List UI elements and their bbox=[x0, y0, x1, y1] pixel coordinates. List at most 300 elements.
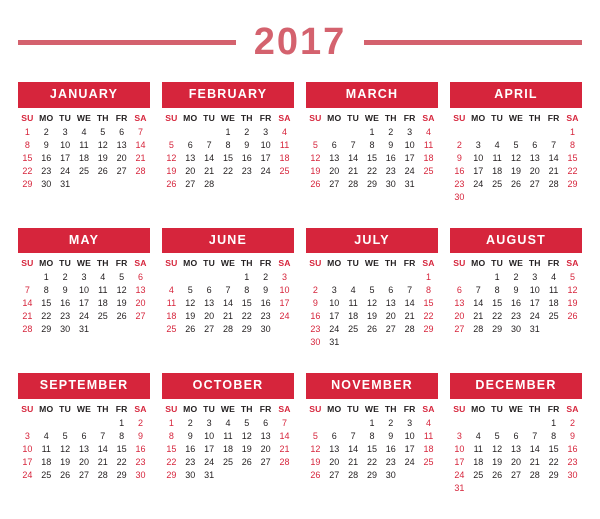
day-cell[interactable]: 10 bbox=[204, 430, 215, 441]
day-cell[interactable]: 5 bbox=[570, 272, 576, 282]
day-cell[interactable]: 22 bbox=[22, 165, 33, 176]
day-cell[interactable]: 20 bbox=[510, 456, 521, 467]
day-cell[interactable]: 13 bbox=[385, 298, 396, 308]
day-cell[interactable]: 29 bbox=[166, 469, 177, 480]
day-cell[interactable]: 20 bbox=[78, 456, 89, 467]
day-cell[interactable]: 17 bbox=[22, 456, 33, 467]
day-cell[interactable]: 16 bbox=[241, 152, 252, 163]
day-cell[interactable]: 8 bbox=[24, 139, 30, 150]
day-cell[interactable]: 3 bbox=[475, 139, 481, 150]
day-cell[interactable]: 9 bbox=[388, 430, 394, 441]
day-cell[interactable]: 26 bbox=[116, 311, 127, 321]
day-cell[interactable]: 20 bbox=[116, 152, 127, 163]
day-cell[interactable]: 7 bbox=[100, 430, 106, 441]
day-cell[interactable]: 28 bbox=[529, 469, 540, 480]
day-cell[interactable]: 19 bbox=[166, 165, 177, 176]
day-cell[interactable]: 30 bbox=[454, 191, 465, 202]
day-cell[interactable]: 4 bbox=[43, 430, 49, 441]
day-cell[interactable]: 20 bbox=[260, 443, 271, 454]
day-cell[interactable]: 18 bbox=[423, 152, 434, 163]
day-cell[interactable]: 10 bbox=[473, 152, 484, 163]
day-cell[interactable]: 1 bbox=[426, 272, 432, 282]
day-cell[interactable]: 9 bbox=[570, 430, 576, 441]
day-cell[interactable]: 28 bbox=[97, 469, 108, 480]
day-cell[interactable]: 3 bbox=[206, 417, 212, 428]
day-cell[interactable]: 16 bbox=[310, 311, 321, 321]
day-cell[interactable]: 13 bbox=[529, 152, 540, 163]
day-cell[interactable]: 9 bbox=[43, 139, 49, 150]
day-cell[interactable]: 8 bbox=[426, 285, 432, 295]
day-cell[interactable]: 7 bbox=[206, 139, 212, 150]
day-cell[interactable]: 27 bbox=[204, 324, 215, 334]
day-cell[interactable]: 25 bbox=[78, 165, 89, 176]
day-cell[interactable]: 4 bbox=[350, 285, 356, 295]
day-cell[interactable]: 29 bbox=[366, 469, 377, 480]
day-cell[interactable]: 30 bbox=[385, 178, 396, 189]
day-cell[interactable]: 18 bbox=[41, 456, 52, 467]
day-cell[interactable]: 6 bbox=[388, 285, 394, 295]
day-cell[interactable]: 25 bbox=[97, 311, 108, 321]
day-cell[interactable]: 17 bbox=[204, 443, 215, 454]
day-cell[interactable]: 11 bbox=[166, 298, 177, 308]
day-cell[interactable]: 23 bbox=[385, 165, 396, 176]
day-cell[interactable]: 2 bbox=[513, 272, 519, 282]
day-cell[interactable]: 19 bbox=[241, 443, 252, 454]
day-cell[interactable]: 28 bbox=[204, 178, 215, 189]
day-cell[interactable]: 10 bbox=[454, 443, 465, 454]
day-cell[interactable]: 1 bbox=[369, 417, 375, 428]
day-cell[interactable]: 30 bbox=[135, 469, 146, 480]
day-cell[interactable]: 8 bbox=[43, 285, 49, 295]
day-cell[interactable]: 23 bbox=[41, 165, 52, 176]
day-cell[interactable]: 23 bbox=[60, 311, 71, 321]
day-cell[interactable]: 23 bbox=[135, 456, 146, 467]
day-cell[interactable]: 17 bbox=[529, 298, 540, 308]
day-cell[interactable]: 6 bbox=[138, 272, 144, 282]
day-cell[interactable]: 23 bbox=[385, 456, 396, 467]
day-cell[interactable]: 2 bbox=[43, 126, 49, 137]
day-cell[interactable]: 9 bbox=[187, 430, 193, 441]
day-cell[interactable]: 2 bbox=[62, 272, 68, 282]
day-cell[interactable]: 4 bbox=[551, 272, 557, 282]
day-cell[interactable]: 24 bbox=[279, 311, 290, 321]
day-cell[interactable]: 18 bbox=[166, 311, 177, 321]
day-cell[interactable]: 6 bbox=[331, 430, 337, 441]
day-cell[interactable]: 9 bbox=[388, 139, 394, 150]
day-cell[interactable]: 12 bbox=[241, 430, 252, 441]
day-cell[interactable]: 20 bbox=[135, 298, 146, 308]
day-cell[interactable]: 18 bbox=[279, 152, 290, 163]
day-cell[interactable]: 17 bbox=[279, 298, 290, 308]
day-cell[interactable]: 27 bbox=[329, 178, 340, 189]
day-cell[interactable]: 15 bbox=[22, 152, 33, 163]
day-cell[interactable]: 14 bbox=[404, 298, 415, 308]
day-cell[interactable]: 23 bbox=[567, 456, 578, 467]
day-cell[interactable]: 21 bbox=[135, 152, 146, 163]
day-cell[interactable]: 23 bbox=[241, 165, 252, 176]
day-cell[interactable]: 5 bbox=[244, 417, 250, 428]
day-cell[interactable]: 3 bbox=[24, 430, 30, 441]
day-cell[interactable]: 11 bbox=[423, 430, 434, 441]
day-cell[interactable]: 27 bbox=[529, 178, 540, 189]
day-cell[interactable]: 1 bbox=[24, 126, 30, 137]
month-name[interactable]: JUNE bbox=[162, 228, 294, 254]
day-cell[interactable]: 4 bbox=[426, 417, 432, 428]
day-cell[interactable]: 7 bbox=[475, 285, 481, 295]
day-cell[interactable]: 17 bbox=[454, 456, 465, 467]
day-cell[interactable]: 18 bbox=[78, 152, 89, 163]
day-cell[interactable]: 12 bbox=[185, 298, 196, 308]
day-cell[interactable]: 31 bbox=[78, 324, 89, 334]
day-cell[interactable]: 1 bbox=[369, 126, 375, 137]
day-cell[interactable]: 16 bbox=[385, 152, 396, 163]
day-cell[interactable]: 12 bbox=[97, 139, 108, 150]
day-cell[interactable]: 14 bbox=[279, 430, 290, 441]
day-cell[interactable]: 2 bbox=[570, 417, 576, 428]
day-cell[interactable]: 13 bbox=[329, 152, 340, 163]
day-cell[interactable]: 29 bbox=[22, 178, 33, 189]
day-cell[interactable]: 14 bbox=[135, 139, 146, 150]
day-cell[interactable]: 5 bbox=[312, 430, 318, 441]
day-cell[interactable]: 7 bbox=[138, 126, 144, 137]
day-cell[interactable]: 13 bbox=[260, 430, 271, 441]
day-cell[interactable]: 15 bbox=[166, 443, 177, 454]
day-cell[interactable]: 10 bbox=[529, 285, 540, 295]
day-cell[interactable]: 11 bbox=[473, 443, 483, 454]
day-cell[interactable]: 3 bbox=[407, 126, 413, 137]
day-cell[interactable]: 26 bbox=[97, 165, 108, 176]
day-cell[interactable]: 22 bbox=[423, 311, 434, 321]
day-cell[interactable]: 8 bbox=[369, 139, 375, 150]
day-cell[interactable]: 9 bbox=[312, 298, 318, 308]
day-cell[interactable]: 27 bbox=[116, 165, 127, 176]
day-cell[interactable]: 18 bbox=[222, 443, 233, 454]
day-cell[interactable]: 27 bbox=[329, 469, 340, 480]
day-cell[interactable]: 15 bbox=[423, 298, 434, 308]
day-cell[interactable]: 30 bbox=[185, 469, 196, 480]
day-cell[interactable]: 1 bbox=[168, 417, 174, 428]
day-cell[interactable]: 22 bbox=[41, 311, 52, 321]
day-cell[interactable]: 3 bbox=[263, 126, 269, 137]
day-cell[interactable]: 22 bbox=[567, 165, 578, 176]
day-cell[interactable]: 25 bbox=[473, 469, 484, 480]
day-cell[interactable]: 8 bbox=[244, 285, 250, 295]
day-cell[interactable]: 22 bbox=[366, 165, 377, 176]
day-cell[interactable]: 15 bbox=[116, 443, 127, 454]
day-cell[interactable]: 12 bbox=[310, 152, 321, 163]
day-cell[interactable]: 29 bbox=[41, 324, 52, 334]
day-cell[interactable]: 7 bbox=[551, 139, 557, 150]
day-cell[interactable]: 26 bbox=[567, 311, 578, 321]
day-cell[interactable]: 15 bbox=[567, 152, 578, 163]
day-cell[interactable]: 5 bbox=[312, 139, 318, 150]
day-cell[interactable]: 3 bbox=[282, 272, 288, 282]
day-cell[interactable]: 12 bbox=[60, 443, 71, 454]
day-cell[interactable]: 15 bbox=[241, 298, 252, 308]
day-cell[interactable]: 25 bbox=[492, 178, 503, 189]
day-cell[interactable]: 19 bbox=[567, 298, 578, 308]
day-cell[interactable]: 7 bbox=[350, 430, 356, 441]
day-cell[interactable]: 28 bbox=[135, 165, 146, 176]
day-cell[interactable]: 18 bbox=[548, 298, 559, 308]
day-cell[interactable]: 16 bbox=[260, 298, 271, 308]
day-cell[interactable]: 9 bbox=[244, 139, 250, 150]
day-cell[interactable]: 21 bbox=[348, 165, 359, 176]
day-cell[interactable]: 15 bbox=[366, 152, 377, 163]
day-cell[interactable]: 14 bbox=[529, 443, 540, 454]
day-cell[interactable]: 21 bbox=[404, 311, 415, 321]
day-cell[interactable]: 28 bbox=[548, 178, 559, 189]
day-cell[interactable]: 10 bbox=[60, 139, 71, 150]
day-cell[interactable]: 10 bbox=[279, 285, 290, 295]
day-cell[interactable]: 5 bbox=[369, 285, 375, 295]
day-cell[interactable]: 22 bbox=[222, 165, 233, 176]
day-cell[interactable]: 8 bbox=[570, 139, 576, 150]
day-cell[interactable]: 14 bbox=[548, 152, 559, 163]
day-cell[interactable]: 9 bbox=[513, 285, 519, 295]
day-cell[interactable]: 10 bbox=[404, 430, 415, 441]
day-cell[interactable]: 20 bbox=[185, 165, 196, 176]
day-cell[interactable]: 23 bbox=[260, 311, 271, 321]
day-cell[interactable]: 9 bbox=[263, 285, 269, 295]
day-cell[interactable]: 14 bbox=[222, 298, 233, 308]
day-cell[interactable]: 10 bbox=[329, 298, 340, 308]
day-cell[interactable]: 15 bbox=[41, 298, 52, 308]
day-cell[interactable]: 5 bbox=[187, 285, 193, 295]
day-cell[interactable]: 30 bbox=[41, 178, 52, 189]
day-cell[interactable]: 24 bbox=[60, 165, 71, 176]
day-cell[interactable]: 23 bbox=[310, 324, 321, 334]
day-cell[interactable]: 30 bbox=[567, 469, 578, 480]
day-cell[interactable]: 6 bbox=[187, 139, 193, 150]
day-cell[interactable]: 16 bbox=[135, 443, 146, 454]
day-cell[interactable]: 14 bbox=[97, 443, 108, 454]
day-cell[interactable]: 19 bbox=[185, 311, 196, 321]
day-cell[interactable]: 20 bbox=[529, 165, 540, 176]
day-cell[interactable]: 8 bbox=[119, 430, 125, 441]
day-cell[interactable]: 1 bbox=[551, 417, 557, 428]
day-cell[interactable]: 23 bbox=[185, 456, 196, 467]
day-cell[interactable]: 27 bbox=[135, 311, 146, 321]
day-cell[interactable]: 4 bbox=[225, 417, 231, 428]
day-cell[interactable]: 13 bbox=[329, 443, 340, 454]
day-cell[interactable]: 1 bbox=[244, 272, 250, 282]
day-cell[interactable]: 31 bbox=[329, 337, 340, 347]
day-cell[interactable]: 14 bbox=[348, 443, 359, 454]
day-cell[interactable]: 20 bbox=[329, 456, 340, 467]
day-cell[interactable]: 22 bbox=[492, 311, 503, 321]
day-cell[interactable]: 22 bbox=[548, 456, 559, 467]
day-cell[interactable]: 5 bbox=[62, 430, 68, 441]
day-cell[interactable]: 3 bbox=[62, 126, 68, 137]
day-cell[interactable]: 18 bbox=[492, 165, 503, 176]
day-cell[interactable]: 26 bbox=[241, 456, 252, 467]
day-cell[interactable]: 24 bbox=[260, 165, 271, 176]
day-cell[interactable]: 12 bbox=[567, 285, 578, 295]
day-cell[interactable]: 13 bbox=[135, 285, 146, 295]
day-cell[interactable]: 4 bbox=[81, 126, 87, 137]
day-cell[interactable]: 25 bbox=[222, 456, 233, 467]
day-cell[interactable]: 26 bbox=[492, 469, 503, 480]
day-cell[interactable]: 24 bbox=[329, 324, 340, 334]
day-cell[interactable]: 13 bbox=[454, 298, 465, 308]
month-name[interactable]: DECEMBER bbox=[450, 373, 582, 399]
day-cell[interactable]: 15 bbox=[548, 443, 559, 454]
day-cell[interactable]: 2 bbox=[456, 139, 462, 150]
day-cell[interactable]: 19 bbox=[366, 311, 377, 321]
day-cell[interactable]: 28 bbox=[22, 324, 33, 334]
day-cell[interactable]: 1 bbox=[43, 272, 49, 282]
day-cell[interactable]: 19 bbox=[310, 165, 321, 176]
day-cell[interactable]: 16 bbox=[385, 443, 396, 454]
day-cell[interactable]: 25 bbox=[41, 469, 52, 480]
day-cell[interactable]: 26 bbox=[310, 178, 321, 189]
day-cell[interactable]: 24 bbox=[404, 165, 415, 176]
day-cell[interactable]: 20 bbox=[385, 311, 396, 321]
day-cell[interactable]: 27 bbox=[385, 324, 396, 334]
day-cell[interactable]: 17 bbox=[404, 443, 415, 454]
day-cell[interactable]: 6 bbox=[119, 126, 125, 137]
day-cell[interactable]: 11 bbox=[423, 139, 434, 150]
month-name[interactable]: SEPTEMBER bbox=[18, 373, 150, 399]
month-name[interactable]: AUGUST bbox=[450, 228, 582, 254]
day-cell[interactable]: 26 bbox=[510, 178, 521, 189]
day-cell[interactable]: 19 bbox=[510, 165, 521, 176]
day-cell[interactable]: 2 bbox=[244, 126, 250, 137]
day-cell[interactable]: 28 bbox=[222, 324, 233, 334]
day-cell[interactable]: 16 bbox=[41, 152, 52, 163]
day-cell[interactable]: 6 bbox=[456, 285, 462, 295]
day-cell[interactable]: 22 bbox=[366, 456, 377, 467]
day-cell[interactable]: 6 bbox=[532, 139, 538, 150]
day-cell[interactable]: 18 bbox=[473, 456, 484, 467]
day-cell[interactable]: 31 bbox=[454, 482, 465, 493]
day-cell[interactable]: 27 bbox=[454, 324, 465, 334]
day-cell[interactable]: 5 bbox=[513, 139, 519, 150]
day-cell[interactable]: 24 bbox=[22, 469, 33, 480]
day-cell[interactable]: 27 bbox=[260, 456, 271, 467]
day-cell[interactable]: 8 bbox=[494, 285, 500, 295]
day-cell[interactable]: 30 bbox=[310, 337, 321, 347]
day-cell[interactable]: 31 bbox=[404, 178, 415, 189]
day-cell[interactable]: 19 bbox=[310, 456, 321, 467]
day-cell[interactable]: 19 bbox=[116, 298, 127, 308]
day-cell[interactable]: 25 bbox=[548, 311, 559, 321]
day-cell[interactable]: 24 bbox=[204, 456, 215, 467]
day-cell[interactable]: 15 bbox=[222, 152, 233, 163]
day-cell[interactable]: 25 bbox=[279, 165, 290, 176]
day-cell[interactable]: 12 bbox=[510, 152, 521, 163]
day-cell[interactable]: 18 bbox=[348, 311, 359, 321]
day-cell[interactable]: 14 bbox=[22, 298, 33, 308]
day-cell[interactable]: 22 bbox=[241, 311, 252, 321]
day-cell[interactable]: 4 bbox=[168, 285, 174, 295]
day-cell[interactable]: 20 bbox=[204, 311, 215, 321]
day-cell[interactable]: 1 bbox=[119, 417, 125, 428]
day-cell[interactable]: 24 bbox=[454, 469, 465, 480]
day-cell[interactable]: 3 bbox=[407, 417, 413, 428]
day-cell[interactable]: 14 bbox=[204, 152, 215, 163]
day-cell[interactable]: 3 bbox=[532, 272, 538, 282]
day-cell[interactable]: 2 bbox=[388, 126, 394, 137]
day-cell[interactable]: 17 bbox=[404, 152, 415, 163]
day-cell[interactable]: 1 bbox=[494, 272, 500, 282]
day-cell[interactable]: 19 bbox=[60, 456, 71, 467]
day-cell[interactable]: 21 bbox=[348, 456, 359, 467]
day-cell[interactable]: 6 bbox=[331, 139, 337, 150]
day-cell[interactable]: 30 bbox=[260, 324, 271, 334]
day-cell[interactable]: 26 bbox=[366, 324, 377, 334]
day-cell[interactable]: 28 bbox=[473, 324, 484, 334]
day-cell[interactable]: 27 bbox=[510, 469, 521, 480]
day-cell[interactable]: 2 bbox=[388, 417, 394, 428]
day-cell[interactable]: 21 bbox=[97, 456, 108, 467]
day-cell[interactable]: 10 bbox=[404, 139, 415, 150]
day-cell[interactable]: 7 bbox=[407, 285, 413, 295]
day-cell[interactable]: 30 bbox=[60, 324, 71, 334]
day-cell[interactable]: 6 bbox=[263, 417, 269, 428]
day-cell[interactable]: 25 bbox=[423, 456, 434, 467]
day-cell[interactable]: 11 bbox=[223, 430, 233, 441]
day-cell[interactable]: 30 bbox=[510, 324, 521, 334]
month-name[interactable]: NOVEMBER bbox=[306, 373, 438, 399]
day-cell[interactable]: 21 bbox=[473, 311, 484, 321]
day-cell[interactable]: 4 bbox=[282, 126, 288, 137]
day-cell[interactable]: 5 bbox=[168, 139, 174, 150]
day-cell[interactable]: 16 bbox=[567, 443, 578, 454]
month-name[interactable]: JANUARY bbox=[18, 82, 150, 108]
day-cell[interactable]: 16 bbox=[185, 443, 196, 454]
day-cell[interactable]: 27 bbox=[78, 469, 89, 480]
month-name[interactable]: JULY bbox=[306, 228, 438, 254]
day-cell[interactable]: 26 bbox=[166, 178, 177, 189]
day-cell[interactable]: 28 bbox=[279, 456, 290, 467]
day-cell[interactable]: 10 bbox=[260, 139, 271, 150]
day-cell[interactable]: 12 bbox=[116, 285, 127, 295]
day-cell[interactable]: 8 bbox=[551, 430, 557, 441]
day-cell[interactable]: 8 bbox=[225, 139, 231, 150]
day-cell[interactable]: 6 bbox=[81, 430, 87, 441]
day-cell[interactable]: 9 bbox=[138, 430, 144, 441]
day-cell[interactable]: 18 bbox=[97, 298, 108, 308]
day-cell[interactable]: 13 bbox=[78, 443, 89, 454]
day-cell[interactable]: 20 bbox=[454, 311, 465, 321]
day-cell[interactable]: 24 bbox=[473, 178, 484, 189]
day-cell[interactable]: 9 bbox=[456, 152, 462, 163]
day-cell[interactable]: 5 bbox=[119, 272, 125, 282]
day-cell[interactable]: 8 bbox=[369, 430, 375, 441]
day-cell[interactable]: 21 bbox=[279, 443, 290, 454]
day-cell[interactable]: 11 bbox=[548, 285, 559, 295]
day-cell[interactable]: 22 bbox=[116, 456, 127, 467]
day-cell[interactable]: 4 bbox=[494, 139, 500, 150]
day-cell[interactable]: 17 bbox=[473, 165, 484, 176]
day-cell[interactable]: 1 bbox=[570, 126, 576, 137]
day-cell[interactable]: 21 bbox=[222, 311, 233, 321]
day-cell[interactable]: 7 bbox=[282, 417, 288, 428]
day-cell[interactable]: 3 bbox=[456, 430, 462, 441]
day-cell[interactable]: 26 bbox=[60, 469, 71, 480]
day-cell[interactable]: 23 bbox=[510, 311, 521, 321]
day-cell[interactable]: 1 bbox=[225, 126, 231, 137]
day-cell[interactable]: 5 bbox=[100, 126, 106, 137]
day-cell[interactable]: 2 bbox=[263, 272, 269, 282]
day-cell[interactable]: 9 bbox=[62, 285, 68, 295]
day-cell[interactable]: 29 bbox=[241, 324, 252, 334]
day-cell[interactable]: 16 bbox=[60, 298, 71, 308]
day-cell[interactable]: 8 bbox=[168, 430, 174, 441]
day-cell[interactable]: 24 bbox=[78, 311, 89, 321]
